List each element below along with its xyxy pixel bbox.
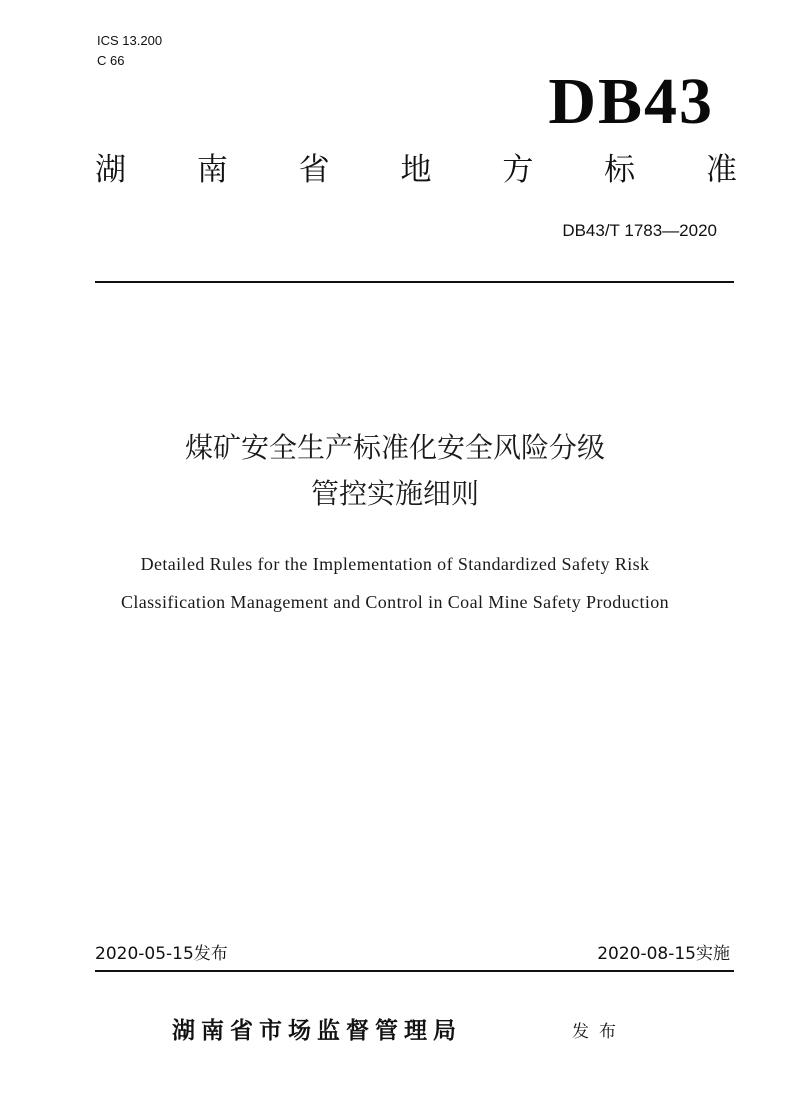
issue-label: 发布 <box>572 1022 626 1042</box>
classification-codes <box>97 31 162 71</box>
standard-type-char: 方 <box>502 152 534 188</box>
standard-type-char: 省 <box>298 152 330 188</box>
standard-type-char: 准 <box>705 152 737 188</box>
standard-type-char: 湖 <box>95 152 126 188</box>
standard-number: DB43/T 1783—2020 <box>562 221 717 240</box>
implementation-date: 2020-08-15实施 <box>597 944 730 964</box>
ics-code: ICS 13.200 <box>97 33 163 48</box>
chinese-title <box>0 425 790 517</box>
issuing-authority: 湖南省市场监督管理局 <box>172 1018 462 1044</box>
standard-type-heading <box>95 148 737 192</box>
english-title <box>0 545 790 621</box>
issue-date: 2020-05-15发布 <box>95 944 228 964</box>
ccs-code: C 66 <box>97 53 125 68</box>
english-title-line-2: Classification Management and Control in Coal Mine Safety Production <box>120 592 670 612</box>
standard-logo: DB43 <box>548 65 714 138</box>
standard-type-char: 标 <box>604 152 636 188</box>
chinese-title-line-1: 煤矿安全生产标准化安全风险分级 <box>184 431 605 464</box>
english-title-line-1: Detailed Rules for the Implementation of Standardized Safety Risk <box>140 554 650 574</box>
standard-type-char: 地 <box>400 152 432 188</box>
standard-type-char: 南 <box>196 152 228 188</box>
top-divider <box>95 281 734 283</box>
chinese-title-line-2: 管控实施细则 <box>310 477 479 510</box>
bottom-divider <box>95 970 734 972</box>
